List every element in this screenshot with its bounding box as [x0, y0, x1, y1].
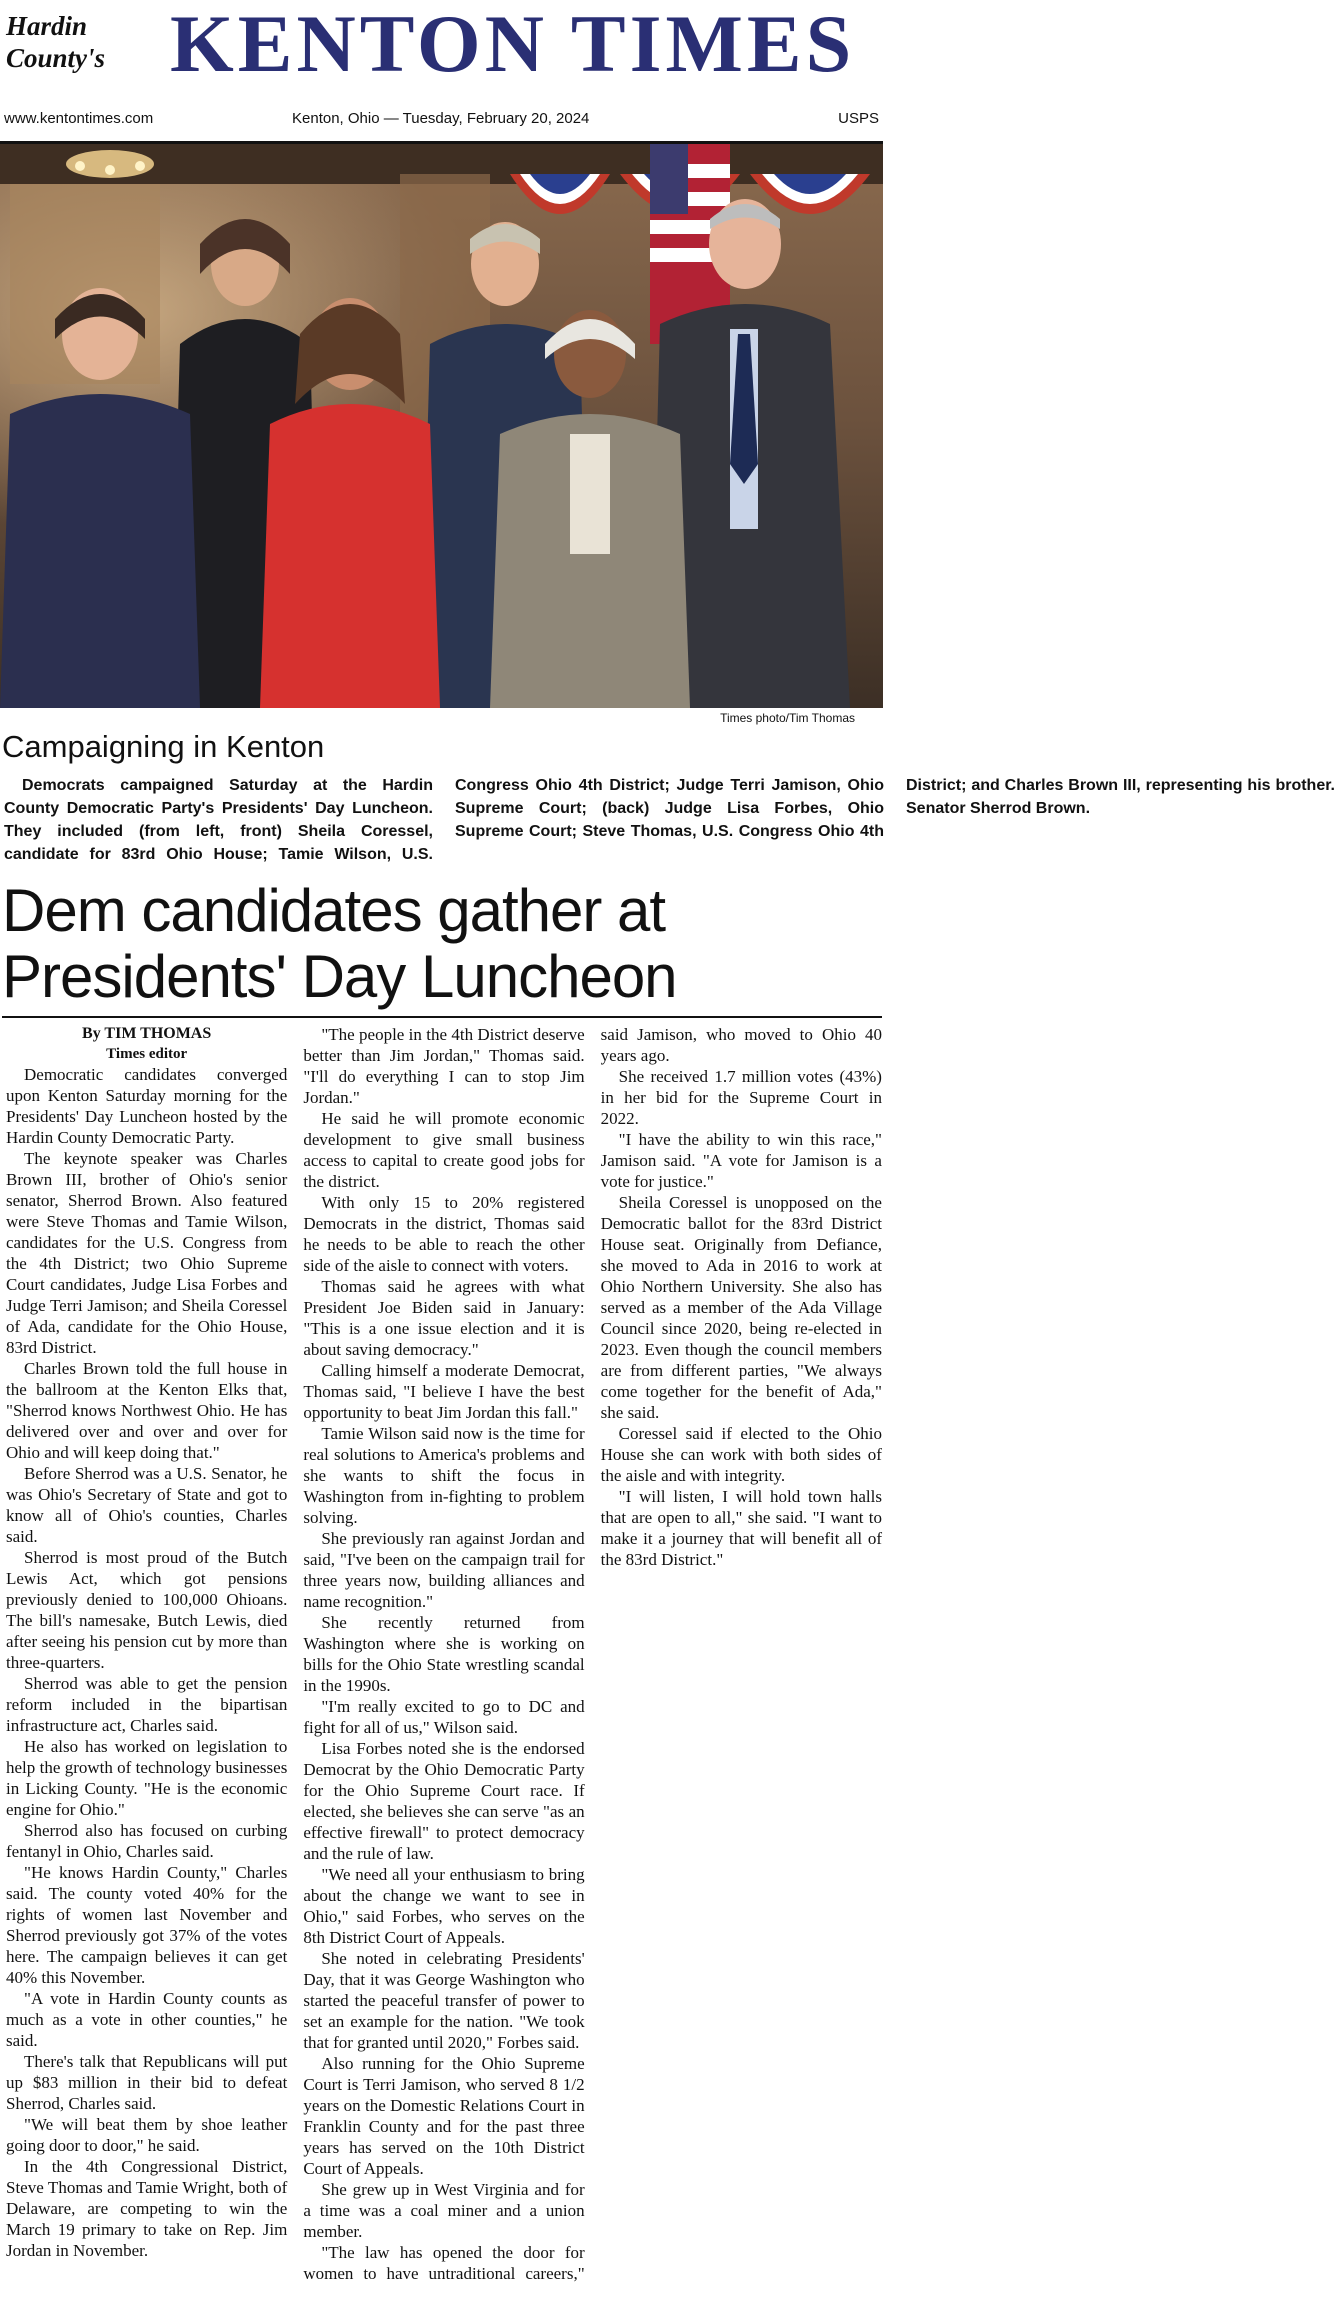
article-paragraph: She previously ran against Jordan and said, "I've been on the campaign trail for three years now, building alliances and name recognition."	[303, 1529, 585, 1611]
article-paragraph: Thomas said he agrees with what President Joe Biden said in January: "This is a one issue election and it is about saving democracy."	[303, 1277, 585, 1359]
article-paragraph: "I'm really excited to go to DC and fight for all of us," Wilson said.	[303, 1697, 585, 1737]
article-paragraph: "I will listen, I will hold town halls that are open to all," she said. "I want to make it a journey that will benefit all of the 83rd District."	[600, 1487, 882, 1569]
article-paragraph: The keynote speaker was Charles Brown III, brother of Ohio's senior senator, Sherrod Brown. Also featured were Steve Thomas and Tamie Wilson, candidates for the U.S. Congress from the 4th District; two Ohio Supreme Court candidates, Judge Lisa Forbes and Judge Terri Jamison; and Sheila Coressel of Ada, candidate for the Ohio House, 83rd District.	[6, 1149, 288, 1357]
article-paragraph: Coressel said if elected to the Ohio House she can work with both sides of the aisle and with integrity.	[600, 1424, 882, 1485]
chandelier-icon	[66, 150, 154, 178]
caption-body: Democrats campaigned Saturday at the Hardin County Democratic Party's Presidents' Day Luncheon. They included (from left, front) Sheila Coressel, candidate for 83rd Ohio House; Tamie Wilson, U.S. Congress Ohio 4th District; Judge Terri Jamison, Ohio Supreme Court; (back) Judge Lisa Forbes, Ohio Supreme Court; Steve Thomas, U.S. Congress Ohio 4th District; and Charles Brown III, representing his brother. Senator Sherrod Brown.	[4, 777, 1335, 863]
article-paragraph: "A vote in Hardin County counts as much as a vote in other counties," he said.	[6, 1989, 288, 2050]
headline-line-2: Presidents' Day Luncheon	[2, 943, 677, 1010]
dateline: Kenton, Ohio — Tuesday, February 20, 2024	[292, 110, 590, 127]
article-paragraph: Lisa Forbes noted she is the endorsed Democrat by the Ohio Democratic Party for the Ohio Supreme Court race. If elected, she believes she can serve "as an effective firewall" to protect democracy and the rule of law.	[303, 1739, 585, 1863]
article-paragraph: Sherrod was able to get the pension reform included in the bipartisan infrastructure act, Charles said.	[6, 1674, 288, 1735]
article-body	[6, 1024, 882, 2300]
article-paragraph: "The people in the 4th District deserve better than Jim Jordan," Thomas said. "I'll do everything I can to stop Jim Jordan."	[303, 1025, 585, 1107]
article-paragraph: He said he will promote economic development to give small business access to capital to create good jobs for the district.	[303, 1109, 585, 1191]
article-paragraph: Sherrod is most proud of the Butch Lewis Act, which got pensions previously denied to 100,000 Ohioans. The bill's namesake, Butch Lewis, died after seeing his pension cut by more than three-quarters.	[6, 1548, 288, 1672]
article-paragraph: "The law has opened the door for women to have untraditional careers," said Jamison, who moved to Ohio 40 years ago.	[303, 1025, 882, 2283]
article-paragraph: Before Sherrod was a U.S. Senator, he was Ohio's Secretary of State and got to know all of Ohio's counties, Charles said.	[6, 1464, 288, 1546]
masthead-county: Hardin County's	[6, 11, 106, 73]
website-link[interactable]: www.kentontimes.com	[4, 110, 154, 127]
article-paragraph: Also running for the Ohio Supreme Court is Terri Jamison, who served 8 1/2 years on the Domestic Relations Court in Franklin County and for the past three years has served on the 10th District Court of Appeals.	[303, 2054, 585, 2178]
byline: By TIM THOMAS	[82, 1025, 212, 1042]
photo-credit: Times photo/Tim Thomas	[720, 711, 855, 725]
article-paragraph: Sheila Coressel is unopposed on the Democratic ballot for the 83rd District House seat. Originally from Defiance, she moved to Ada in 2016 to work at Ohio Northern University. She also has served as a member of the Ada Village Council since 2020, being re-elected in 2023. Even though the council members are from different parties, "We always come together for the benefit of Ada," she said.	[600, 1193, 882, 1422]
article-paragraphs	[6, 1024, 882, 2300]
caption-title: Campaigning in Kenton	[2, 729, 325, 764]
article-paragraph: He also has worked on legislation to help the growth of technology businesses in Licking County. "He is the economic engine for Ohio."	[6, 1737, 288, 1819]
caption-text	[4, 774, 1335, 870]
headline-line-1: Dem candidates gather at	[2, 877, 666, 944]
newspaper-name: KENTON TIMES	[170, 0, 856, 89]
article-paragraph: "We need all your enthusiasm to bring about the change we want to see in Ohio," said Forbes, who serves on the 8th District Court of Appeals.	[303, 1865, 585, 1947]
article-headline	[2, 878, 882, 1018]
masthead	[0, 0, 883, 100]
group-photo	[0, 144, 883, 708]
article-paragraph: She grew up in West Virginia and for a time was a coal miner and a union member.	[303, 2180, 585, 2241]
usps-label: USPS	[838, 110, 879, 127]
article-paragraph: Democratic candidates converged upon Kenton Saturday morning for the Presidents' Day Luncheon hosted by the Hardin County Democratic Party.	[6, 1065, 288, 1147]
article-paragraph: She received 1.7 million votes (43%) in her bid for the Supreme Court in 2022.	[600, 1067, 882, 1128]
article-paragraph: "We will beat them by shoe leather going door to door," he said.	[6, 2115, 288, 2155]
article-paragraph: Sherrod also has focused on curbing fentanyl in Ohio, Charles said.	[6, 1821, 288, 1861]
article-paragraph: In the 4th Congressional District, Steve Thomas and Tamie Wright, both of Delaware, are competing to win the March 19 primary to take on Rep. Jim Jordan in November.	[6, 2157, 288, 2260]
byline-title: Times editor	[106, 1046, 188, 1062]
article-paragraph: With only 15 to 20% registered Democrats in the district, Thomas said he needs to be able to reach the other side of the aisle to connect with voters.	[303, 1193, 585, 1275]
article-paragraph: Tamie Wilson said now is the time for real solutions to America's problems and she wants to shift the focus in Washington from in-fighting to problem solving.	[303, 1424, 585, 1527]
article-paragraph: She recently returned from Washington where she is working on bills for the Ohio State wrestling scandal in the 1990s.	[303, 1613, 585, 1695]
article-paragraph: "I have the ability to win this race," Jamison said. "A vote for Jamison is a vote for justice."	[600, 1130, 882, 1191]
article-paragraph: Calling himself a moderate Democrat, Thomas said, "I believe I have the best opportunity to beat Jim Jordan this fall."	[303, 1361, 585, 1422]
article-paragraph: "He knows Hardin County," Charles said. The county voted 40% for the rights of women last November and Sherrod previously got 37% of the votes here. The campaign believes it can get 40% this November.	[6, 1863, 288, 1987]
article-paragraph: There's talk that Republicans will put up $83 million in their bid to defeat Sherrod, Charles said.	[6, 2052, 288, 2113]
info-bar	[0, 100, 883, 144]
article-paragraph: Charles Brown told the full house in the ballroom at the Kenton Elks that, "Sherrod knows Northwest Ohio. He has delivered over and over and over for Ohio and will keep doing that."	[6, 1359, 288, 1462]
article-paragraph: She noted in celebrating Presidents' Day, that it was George Washington who started the peaceful transfer of power to set an example for the nation. "We took that for granted until 2020," Forbes said.	[303, 1949, 585, 2052]
